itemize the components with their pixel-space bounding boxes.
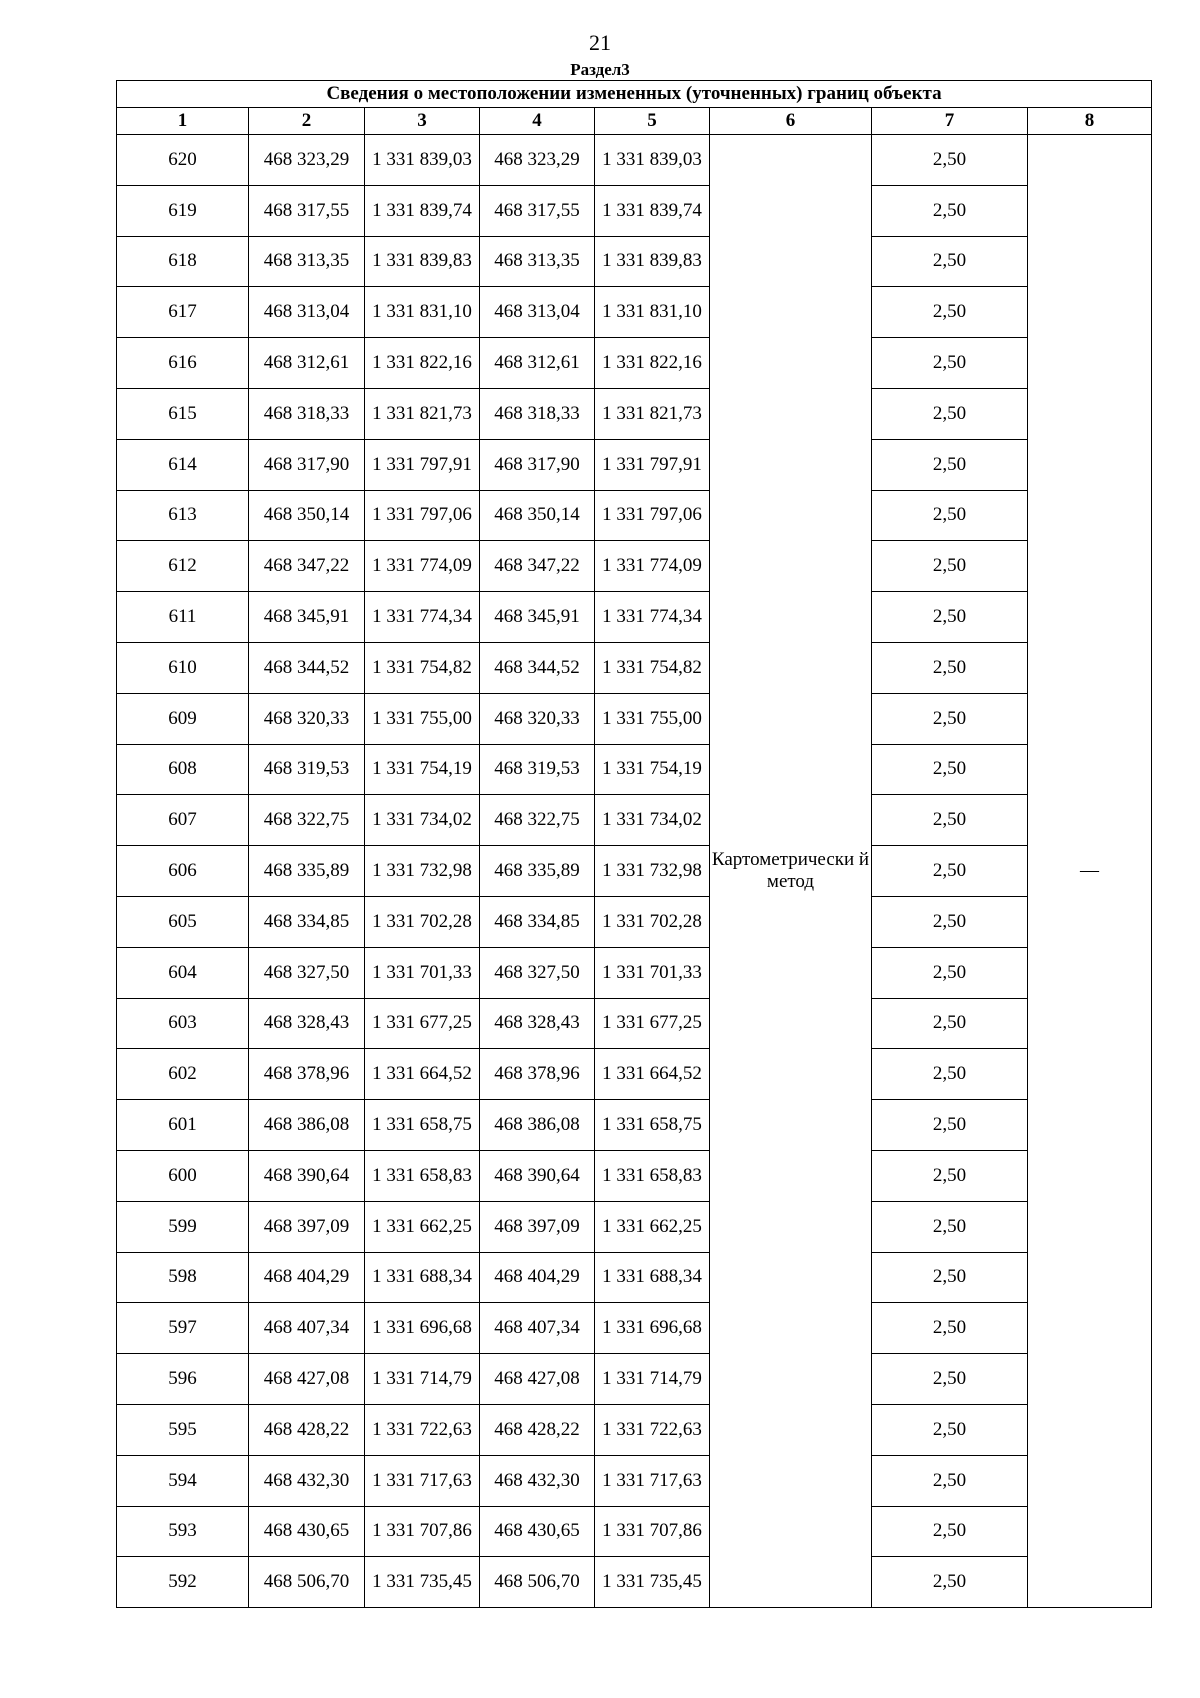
table-row bbox=[117, 1354, 1152, 1405]
cell-point: 602 bbox=[117, 1049, 249, 1100]
cell-x-new: 468 312,61 bbox=[480, 338, 595, 389]
cell-point: 600 bbox=[117, 1150, 249, 1201]
column-number-8: 8 bbox=[1028, 108, 1152, 135]
cell-y-old: 1 331 701,33 bbox=[365, 947, 480, 998]
cell-y-old: 1 331 658,75 bbox=[365, 1100, 480, 1151]
table-row bbox=[117, 795, 1152, 846]
cell-x-new: 468 317,90 bbox=[480, 439, 595, 490]
cell-x-new: 468 335,89 bbox=[480, 846, 595, 897]
column-number-2: 2 bbox=[249, 108, 365, 135]
cell-x-old: 468 347,22 bbox=[249, 541, 365, 592]
table-row bbox=[117, 185, 1152, 236]
cell-x-old: 468 323,29 bbox=[249, 135, 365, 186]
table-row bbox=[117, 693, 1152, 744]
cell-point: 614 bbox=[117, 439, 249, 490]
cell-accuracy: 2,50 bbox=[872, 1455, 1028, 1506]
cell-y-new: 1 331 702,28 bbox=[595, 896, 710, 947]
cell-x-old: 468 428,22 bbox=[249, 1404, 365, 1455]
boundary-coordinates-table bbox=[116, 80, 1152, 1608]
cell-y-old: 1 331 839,74 bbox=[365, 185, 480, 236]
table-row bbox=[117, 1557, 1152, 1608]
cell-y-old: 1 331 797,91 bbox=[365, 439, 480, 490]
cell-point: 607 bbox=[117, 795, 249, 846]
cell-y-new: 1 331 839,83 bbox=[595, 236, 710, 287]
cell-x-new: 468 313,35 bbox=[480, 236, 595, 287]
cell-y-new: 1 331 688,34 bbox=[595, 1252, 710, 1303]
cell-x-new: 468 432,30 bbox=[480, 1455, 595, 1506]
cell-y-old: 1 331 774,34 bbox=[365, 592, 480, 643]
cell-accuracy: 2,50 bbox=[872, 1049, 1028, 1100]
cell-point: 603 bbox=[117, 998, 249, 1049]
cell-y-old: 1 331 702,28 bbox=[365, 896, 480, 947]
cell-accuracy: 2,50 bbox=[872, 998, 1028, 1049]
table-row bbox=[117, 287, 1152, 338]
table-row bbox=[117, 592, 1152, 643]
cell-y-old: 1 331 664,52 bbox=[365, 1049, 480, 1100]
cell-accuracy: 2,50 bbox=[872, 287, 1028, 338]
table-row bbox=[117, 338, 1152, 389]
cell-accuracy: 2,50 bbox=[872, 1252, 1028, 1303]
table-row bbox=[117, 1201, 1152, 1252]
cell-y-new: 1 331 696,68 bbox=[595, 1303, 710, 1354]
cell-point: 601 bbox=[117, 1100, 249, 1151]
method-cell: Картометрически й метод bbox=[710, 135, 872, 1608]
cell-point: 604 bbox=[117, 947, 249, 998]
table-row bbox=[117, 947, 1152, 998]
cell-x-old: 468 317,55 bbox=[249, 185, 365, 236]
cell-y-new: 1 331 822,16 bbox=[595, 338, 710, 389]
table-body bbox=[117, 135, 1152, 1608]
table-row bbox=[117, 846, 1152, 897]
cell-x-old: 468 313,35 bbox=[249, 236, 365, 287]
table-row bbox=[117, 490, 1152, 541]
cell-accuracy: 2,50 bbox=[872, 947, 1028, 998]
cell-x-old: 468 378,96 bbox=[249, 1049, 365, 1100]
cell-x-old: 468 397,09 bbox=[249, 1201, 365, 1252]
cell-x-new: 468 318,33 bbox=[480, 388, 595, 439]
cell-y-new: 1 331 662,25 bbox=[595, 1201, 710, 1252]
column-number-4: 4 bbox=[480, 108, 595, 135]
cell-y-old: 1 331 735,45 bbox=[365, 1557, 480, 1608]
cell-point: 599 bbox=[117, 1201, 249, 1252]
cell-y-new: 1 331 735,45 bbox=[595, 1557, 710, 1608]
cell-x-new: 468 323,29 bbox=[480, 135, 595, 186]
column-number-5: 5 bbox=[595, 108, 710, 135]
cell-y-old: 1 331 717,63 bbox=[365, 1455, 480, 1506]
cell-y-new: 1 331 707,86 bbox=[595, 1506, 710, 1557]
table-row bbox=[117, 439, 1152, 490]
cell-point: 615 bbox=[117, 388, 249, 439]
cell-x-new: 468 334,85 bbox=[480, 896, 595, 947]
cell-point: 595 bbox=[117, 1404, 249, 1455]
cell-y-old: 1 331 839,03 bbox=[365, 135, 480, 186]
cell-point: 618 bbox=[117, 236, 249, 287]
cell-x-new: 468 320,33 bbox=[480, 693, 595, 744]
cell-y-new: 1 331 701,33 bbox=[595, 947, 710, 998]
cell-accuracy: 2,50 bbox=[872, 693, 1028, 744]
cell-point: 592 bbox=[117, 1557, 249, 1608]
cell-x-old: 468 407,34 bbox=[249, 1303, 365, 1354]
cell-accuracy: 2,50 bbox=[872, 388, 1028, 439]
cell-y-new: 1 331 821,73 bbox=[595, 388, 710, 439]
cell-x-old: 468 322,75 bbox=[249, 795, 365, 846]
table-row bbox=[117, 388, 1152, 439]
cell-x-old: 468 318,33 bbox=[249, 388, 365, 439]
cell-y-old: 1 331 688,34 bbox=[365, 1252, 480, 1303]
cell-x-old: 468 319,53 bbox=[249, 744, 365, 795]
table-row bbox=[117, 135, 1152, 186]
cell-x-old: 468 313,04 bbox=[249, 287, 365, 338]
cell-y-old: 1 331 677,25 bbox=[365, 998, 480, 1049]
cell-y-new: 1 331 831,10 bbox=[595, 287, 710, 338]
cell-x-new: 468 407,34 bbox=[480, 1303, 595, 1354]
column-number-7: 7 bbox=[872, 108, 1028, 135]
table-row bbox=[117, 642, 1152, 693]
cell-y-new: 1 331 839,74 bbox=[595, 185, 710, 236]
cell-accuracy: 2,50 bbox=[872, 1404, 1028, 1455]
table-row bbox=[117, 744, 1152, 795]
cell-y-old: 1 331 662,25 bbox=[365, 1201, 480, 1252]
cell-accuracy: 2,50 bbox=[872, 1354, 1028, 1405]
cell-y-old: 1 331 754,82 bbox=[365, 642, 480, 693]
table-row bbox=[117, 896, 1152, 947]
cell-accuracy: 2,50 bbox=[872, 541, 1028, 592]
cell-y-old: 1 331 831,10 bbox=[365, 287, 480, 338]
cell-y-new: 1 331 677,25 bbox=[595, 998, 710, 1049]
column-number-1: 1 bbox=[117, 108, 249, 135]
cell-x-old: 468 312,61 bbox=[249, 338, 365, 389]
cell-x-new: 468 404,29 bbox=[480, 1252, 595, 1303]
cell-x-old: 468 317,90 bbox=[249, 439, 365, 490]
cell-y-old: 1 331 696,68 bbox=[365, 1303, 480, 1354]
cell-y-old: 1 331 839,83 bbox=[365, 236, 480, 287]
cell-y-new: 1 331 774,34 bbox=[595, 592, 710, 643]
cell-accuracy: 2,50 bbox=[872, 236, 1028, 287]
cell-y-old: 1 331 821,73 bbox=[365, 388, 480, 439]
cell-x-new: 468 378,96 bbox=[480, 1049, 595, 1100]
cell-y-new: 1 331 658,75 bbox=[595, 1100, 710, 1151]
cell-point: 596 bbox=[117, 1354, 249, 1405]
cell-point: 605 bbox=[117, 896, 249, 947]
cell-x-old: 468 432,30 bbox=[249, 1455, 365, 1506]
cell-x-new: 468 347,22 bbox=[480, 541, 595, 592]
cell-accuracy: 2,50 bbox=[872, 1557, 1028, 1608]
cell-y-old: 1 331 754,19 bbox=[365, 744, 480, 795]
cell-point: 620 bbox=[117, 135, 249, 186]
cell-point: 593 bbox=[117, 1506, 249, 1557]
cell-accuracy: 2,50 bbox=[872, 1100, 1028, 1151]
cell-point: 608 bbox=[117, 744, 249, 795]
cell-y-new: 1 331 754,82 bbox=[595, 642, 710, 693]
cell-y-old: 1 331 722,63 bbox=[365, 1404, 480, 1455]
cell-x-new: 468 344,52 bbox=[480, 642, 595, 693]
cell-x-new: 468 390,64 bbox=[480, 1150, 595, 1201]
table-row bbox=[117, 1455, 1152, 1506]
cell-x-new: 468 506,70 bbox=[480, 1557, 595, 1608]
table-row bbox=[117, 541, 1152, 592]
cell-accuracy: 2,50 bbox=[872, 439, 1028, 490]
cell-x-old: 468 350,14 bbox=[249, 490, 365, 541]
cell-x-old: 468 334,85 bbox=[249, 896, 365, 947]
table-row bbox=[117, 1404, 1152, 1455]
cell-y-old: 1 331 755,00 bbox=[365, 693, 480, 744]
page-number: 21 bbox=[589, 30, 611, 55]
cell-y-new: 1 331 839,03 bbox=[595, 135, 710, 186]
column-number-row bbox=[117, 108, 1152, 135]
table-row bbox=[117, 1100, 1152, 1151]
table-row bbox=[117, 1150, 1152, 1201]
cell-x-new: 468 428,22 bbox=[480, 1404, 595, 1455]
cell-x-old: 468 335,89 bbox=[249, 846, 365, 897]
cell-point: 598 bbox=[117, 1252, 249, 1303]
cell-y-old: 1 331 774,09 bbox=[365, 541, 480, 592]
table-row bbox=[117, 1506, 1152, 1557]
cell-x-new: 468 328,43 bbox=[480, 998, 595, 1049]
cell-x-new: 468 427,08 bbox=[480, 1354, 595, 1405]
cell-accuracy: 2,50 bbox=[872, 896, 1028, 947]
cell-point: 617 bbox=[117, 287, 249, 338]
cell-accuracy: 2,50 bbox=[872, 846, 1028, 897]
cell-x-new: 468 350,14 bbox=[480, 490, 595, 541]
cell-y-old: 1 331 658,83 bbox=[365, 1150, 480, 1201]
cell-accuracy: 2,50 bbox=[872, 1150, 1028, 1201]
cell-y-new: 1 331 714,79 bbox=[595, 1354, 710, 1405]
cell-accuracy: 2,50 bbox=[872, 642, 1028, 693]
table-row bbox=[117, 1252, 1152, 1303]
cell-x-old: 468 344,52 bbox=[249, 642, 365, 693]
cell-x-new: 468 345,91 bbox=[480, 592, 595, 643]
cell-x-old: 468 327,50 bbox=[249, 947, 365, 998]
cell-y-old: 1 331 707,86 bbox=[365, 1506, 480, 1557]
cell-accuracy: 2,50 bbox=[872, 744, 1028, 795]
cell-point: 597 bbox=[117, 1303, 249, 1354]
cell-x-old: 468 386,08 bbox=[249, 1100, 365, 1151]
cell-point: 606 bbox=[117, 846, 249, 897]
cell-accuracy: 2,50 bbox=[872, 795, 1028, 846]
cell-accuracy: 2,50 bbox=[872, 1506, 1028, 1557]
cell-x-old: 468 345,91 bbox=[249, 592, 365, 643]
cell-point: 610 bbox=[117, 642, 249, 693]
cell-y-old: 1 331 734,02 bbox=[365, 795, 480, 846]
cell-y-old: 1 331 822,16 bbox=[365, 338, 480, 389]
cell-y-new: 1 331 717,63 bbox=[595, 1455, 710, 1506]
cell-y-new: 1 331 755,00 bbox=[595, 693, 710, 744]
table-caption: Сведения о местоположении измененных (уточненных) границ объекта bbox=[117, 81, 1152, 108]
cell-x-old: 468 430,65 bbox=[249, 1506, 365, 1557]
table-row bbox=[117, 1303, 1152, 1354]
cell-point: 613 bbox=[117, 490, 249, 541]
cell-y-new: 1 331 664,52 bbox=[595, 1049, 710, 1100]
cell-x-new: 468 319,53 bbox=[480, 744, 595, 795]
cell-y-new: 1 331 774,09 bbox=[595, 541, 710, 592]
cell-y-old: 1 331 714,79 bbox=[365, 1354, 480, 1405]
cell-accuracy: 2,50 bbox=[872, 135, 1028, 186]
cell-accuracy: 2,50 bbox=[872, 185, 1028, 236]
cell-x-new: 468 317,55 bbox=[480, 185, 595, 236]
note-cell: — bbox=[1028, 135, 1152, 1608]
cell-point: 612 bbox=[117, 541, 249, 592]
cell-x-old: 468 506,70 bbox=[249, 1557, 365, 1608]
cell-y-new: 1 331 797,06 bbox=[595, 490, 710, 541]
cell-point: 619 bbox=[117, 185, 249, 236]
cell-x-new: 468 327,50 bbox=[480, 947, 595, 998]
cell-point: 611 bbox=[117, 592, 249, 643]
table-row bbox=[117, 1049, 1152, 1100]
cell-x-old: 468 404,29 bbox=[249, 1252, 365, 1303]
cell-y-old: 1 331 732,98 bbox=[365, 846, 480, 897]
cell-x-new: 468 397,09 bbox=[480, 1201, 595, 1252]
cell-x-new: 468 313,04 bbox=[480, 287, 595, 338]
cell-x-old: 468 390,64 bbox=[249, 1150, 365, 1201]
cell-y-new: 1 331 732,98 bbox=[595, 846, 710, 897]
cell-y-new: 1 331 722,63 bbox=[595, 1404, 710, 1455]
cell-y-new: 1 331 797,91 bbox=[595, 439, 710, 490]
cell-point: 594 bbox=[117, 1455, 249, 1506]
cell-x-new: 468 386,08 bbox=[480, 1100, 595, 1151]
cell-accuracy: 2,50 bbox=[872, 490, 1028, 541]
column-number-6: 6 bbox=[710, 108, 872, 135]
cell-accuracy: 2,50 bbox=[872, 592, 1028, 643]
cell-y-new: 1 331 734,02 bbox=[595, 795, 710, 846]
cell-point: 609 bbox=[117, 693, 249, 744]
cell-accuracy: 2,50 bbox=[872, 1201, 1028, 1252]
cell-accuracy: 2,50 bbox=[872, 1303, 1028, 1354]
cell-x-old: 468 320,33 bbox=[249, 693, 365, 744]
table-row bbox=[117, 236, 1152, 287]
cell-y-new: 1 331 658,83 bbox=[595, 1150, 710, 1201]
cell-x-old: 468 427,08 bbox=[249, 1354, 365, 1405]
cell-y-new: 1 331 754,19 bbox=[595, 744, 710, 795]
cell-y-old: 1 331 797,06 bbox=[365, 490, 480, 541]
cell-x-old: 468 328,43 bbox=[249, 998, 365, 1049]
cell-x-new: 468 322,75 bbox=[480, 795, 595, 846]
section-title: Раздел3 bbox=[570, 60, 630, 79]
table-row bbox=[117, 998, 1152, 1049]
cell-x-new: 468 430,65 bbox=[480, 1506, 595, 1557]
cell-point: 616 bbox=[117, 338, 249, 389]
column-number-3: 3 bbox=[365, 108, 480, 135]
cell-accuracy: 2,50 bbox=[872, 338, 1028, 389]
